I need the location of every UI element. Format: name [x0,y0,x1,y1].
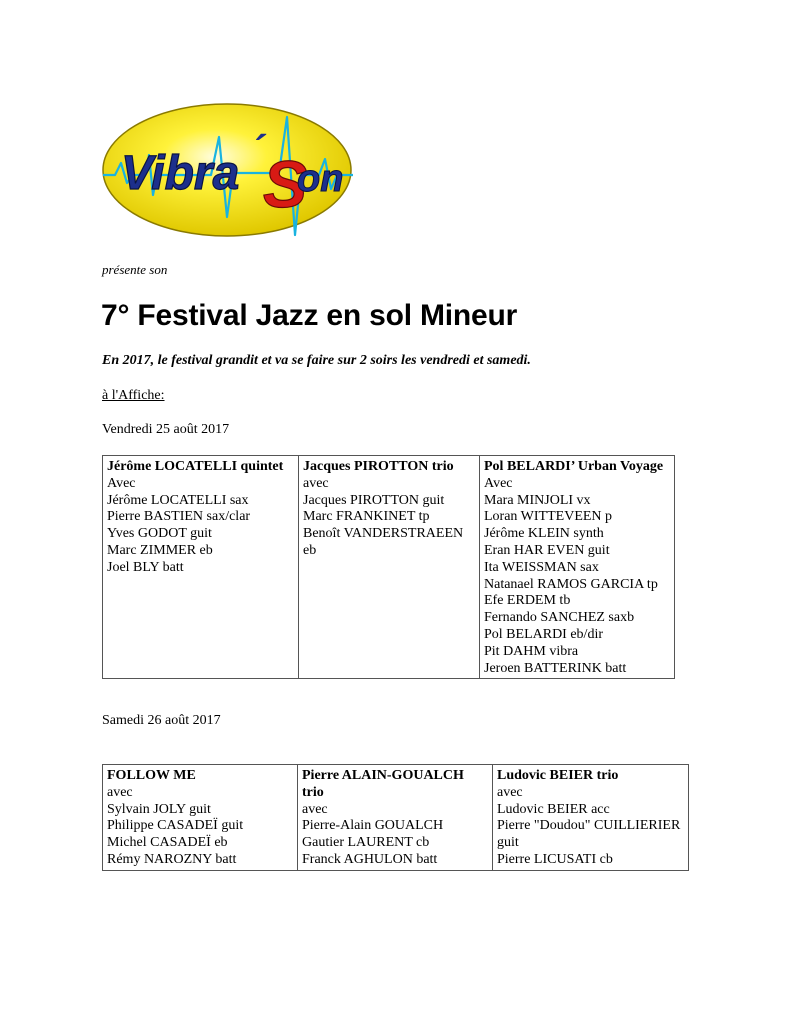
band-cell [493,765,689,871]
musician-line: Gautier LAURENT cb [302,835,430,851]
musician-line: Ita WEISSMAN sax [484,559,599,575]
musician-line: Jérôme KLEIN synth [484,526,604,542]
musician-line: Philippe CASADEÏ guit [107,818,244,834]
musician-line: Avec [107,475,136,491]
musician-line: Fernando SANCHEZ saxb [484,610,635,626]
presente-text: présente son [102,262,168,277]
day2-label: Samedi 26 août 2017 [102,713,221,728]
band-name: Jacques PIROTTON trio [303,459,454,474]
band-name: Pol BELARDI’ Urban Voyage [484,459,664,474]
musician-line: Pol BELARDI eb/dir [484,626,603,642]
musician-line: avec [303,475,329,491]
musician-line: Michel CASADEÏ eb [107,835,228,851]
musician-line: Yves GODOT guit [107,526,212,542]
logo-apostrophe: ´ [251,128,265,172]
table-row [103,765,689,871]
band-cell [480,456,675,679]
musician-line: Franck AGHULON batt [302,851,438,867]
lineup-table-day2 [102,764,689,871]
musician-line: Jacques PIROTTON guit [303,492,445,508]
logo-text-on: on [297,158,344,200]
musician-line: Mara MINJOLI vx [484,492,591,508]
musician-line: Ludovic BEIER acc [497,801,610,817]
musician-line: Pierre-Alain GOUALCH [302,818,444,834]
musician-line: Sylvain JOLY guit [107,801,211,817]
band-name: Ludovic BEIER trio [497,768,619,783]
musician-line: Pierre "Doudou" CUILLIERIER guit [497,818,681,851]
musician-line: Efe ERDEM tb [484,593,571,609]
musician-line: avec [302,801,328,817]
musician-line: Pierre BASTIEN sax/clar [107,509,251,525]
musician-line: Natanael RAMOS GARCIA tp [484,576,658,592]
musician-line: Jeroen BATTERINK batt [484,660,627,676]
band-cell [299,456,480,679]
musician-line: Eran HAR EVEN guit [484,542,610,558]
musician-line: Pierre LICUSATI cb [497,851,613,867]
musician-line: Loran WITTEVEEN p [484,509,613,525]
logo-text-s: S [263,147,308,221]
musician-line: Joel BLY batt [107,559,184,575]
musician-line: Pit DAHM vibra [484,643,579,659]
band-cell [103,456,299,679]
lineup-table-day1 [102,455,675,679]
table-row [103,456,675,679]
band-name: FOLLOW ME [107,768,196,783]
musician-line: Rémy NAROZNY batt [107,851,237,867]
band-name: Pierre ALAIN-GOUALCH trio [302,768,464,800]
band-cell [298,765,493,871]
band-name: Jérôme LOCATELLI quintet [107,459,284,474]
day1-label: Vendredi 25 août 2017 [102,422,230,437]
page-title: 7° Festival Jazz en sol Mineur [101,299,518,332]
band-cell [103,765,298,871]
intro-text: En 2017, le festival grandit et va se faire sur 2 soirs les vendredi et samedi. [102,353,531,368]
vibrason-logo [101,97,355,247]
affiche-heading: à l'Affiche: [102,388,165,403]
musician-line: avec [107,784,133,800]
logo-text-vibra: Vibra [121,147,240,200]
musician-line: Jérôme LOCATELLI sax [107,492,249,508]
musician-line: Marc FRANKINET tp [303,509,430,525]
musician-line: avec [497,784,523,800]
musician-line: Marc ZIMMER eb [107,542,213,558]
musician-line: Benoît VANDERSTRAEEN eb [303,526,464,558]
musician-line: Avec [484,475,513,491]
